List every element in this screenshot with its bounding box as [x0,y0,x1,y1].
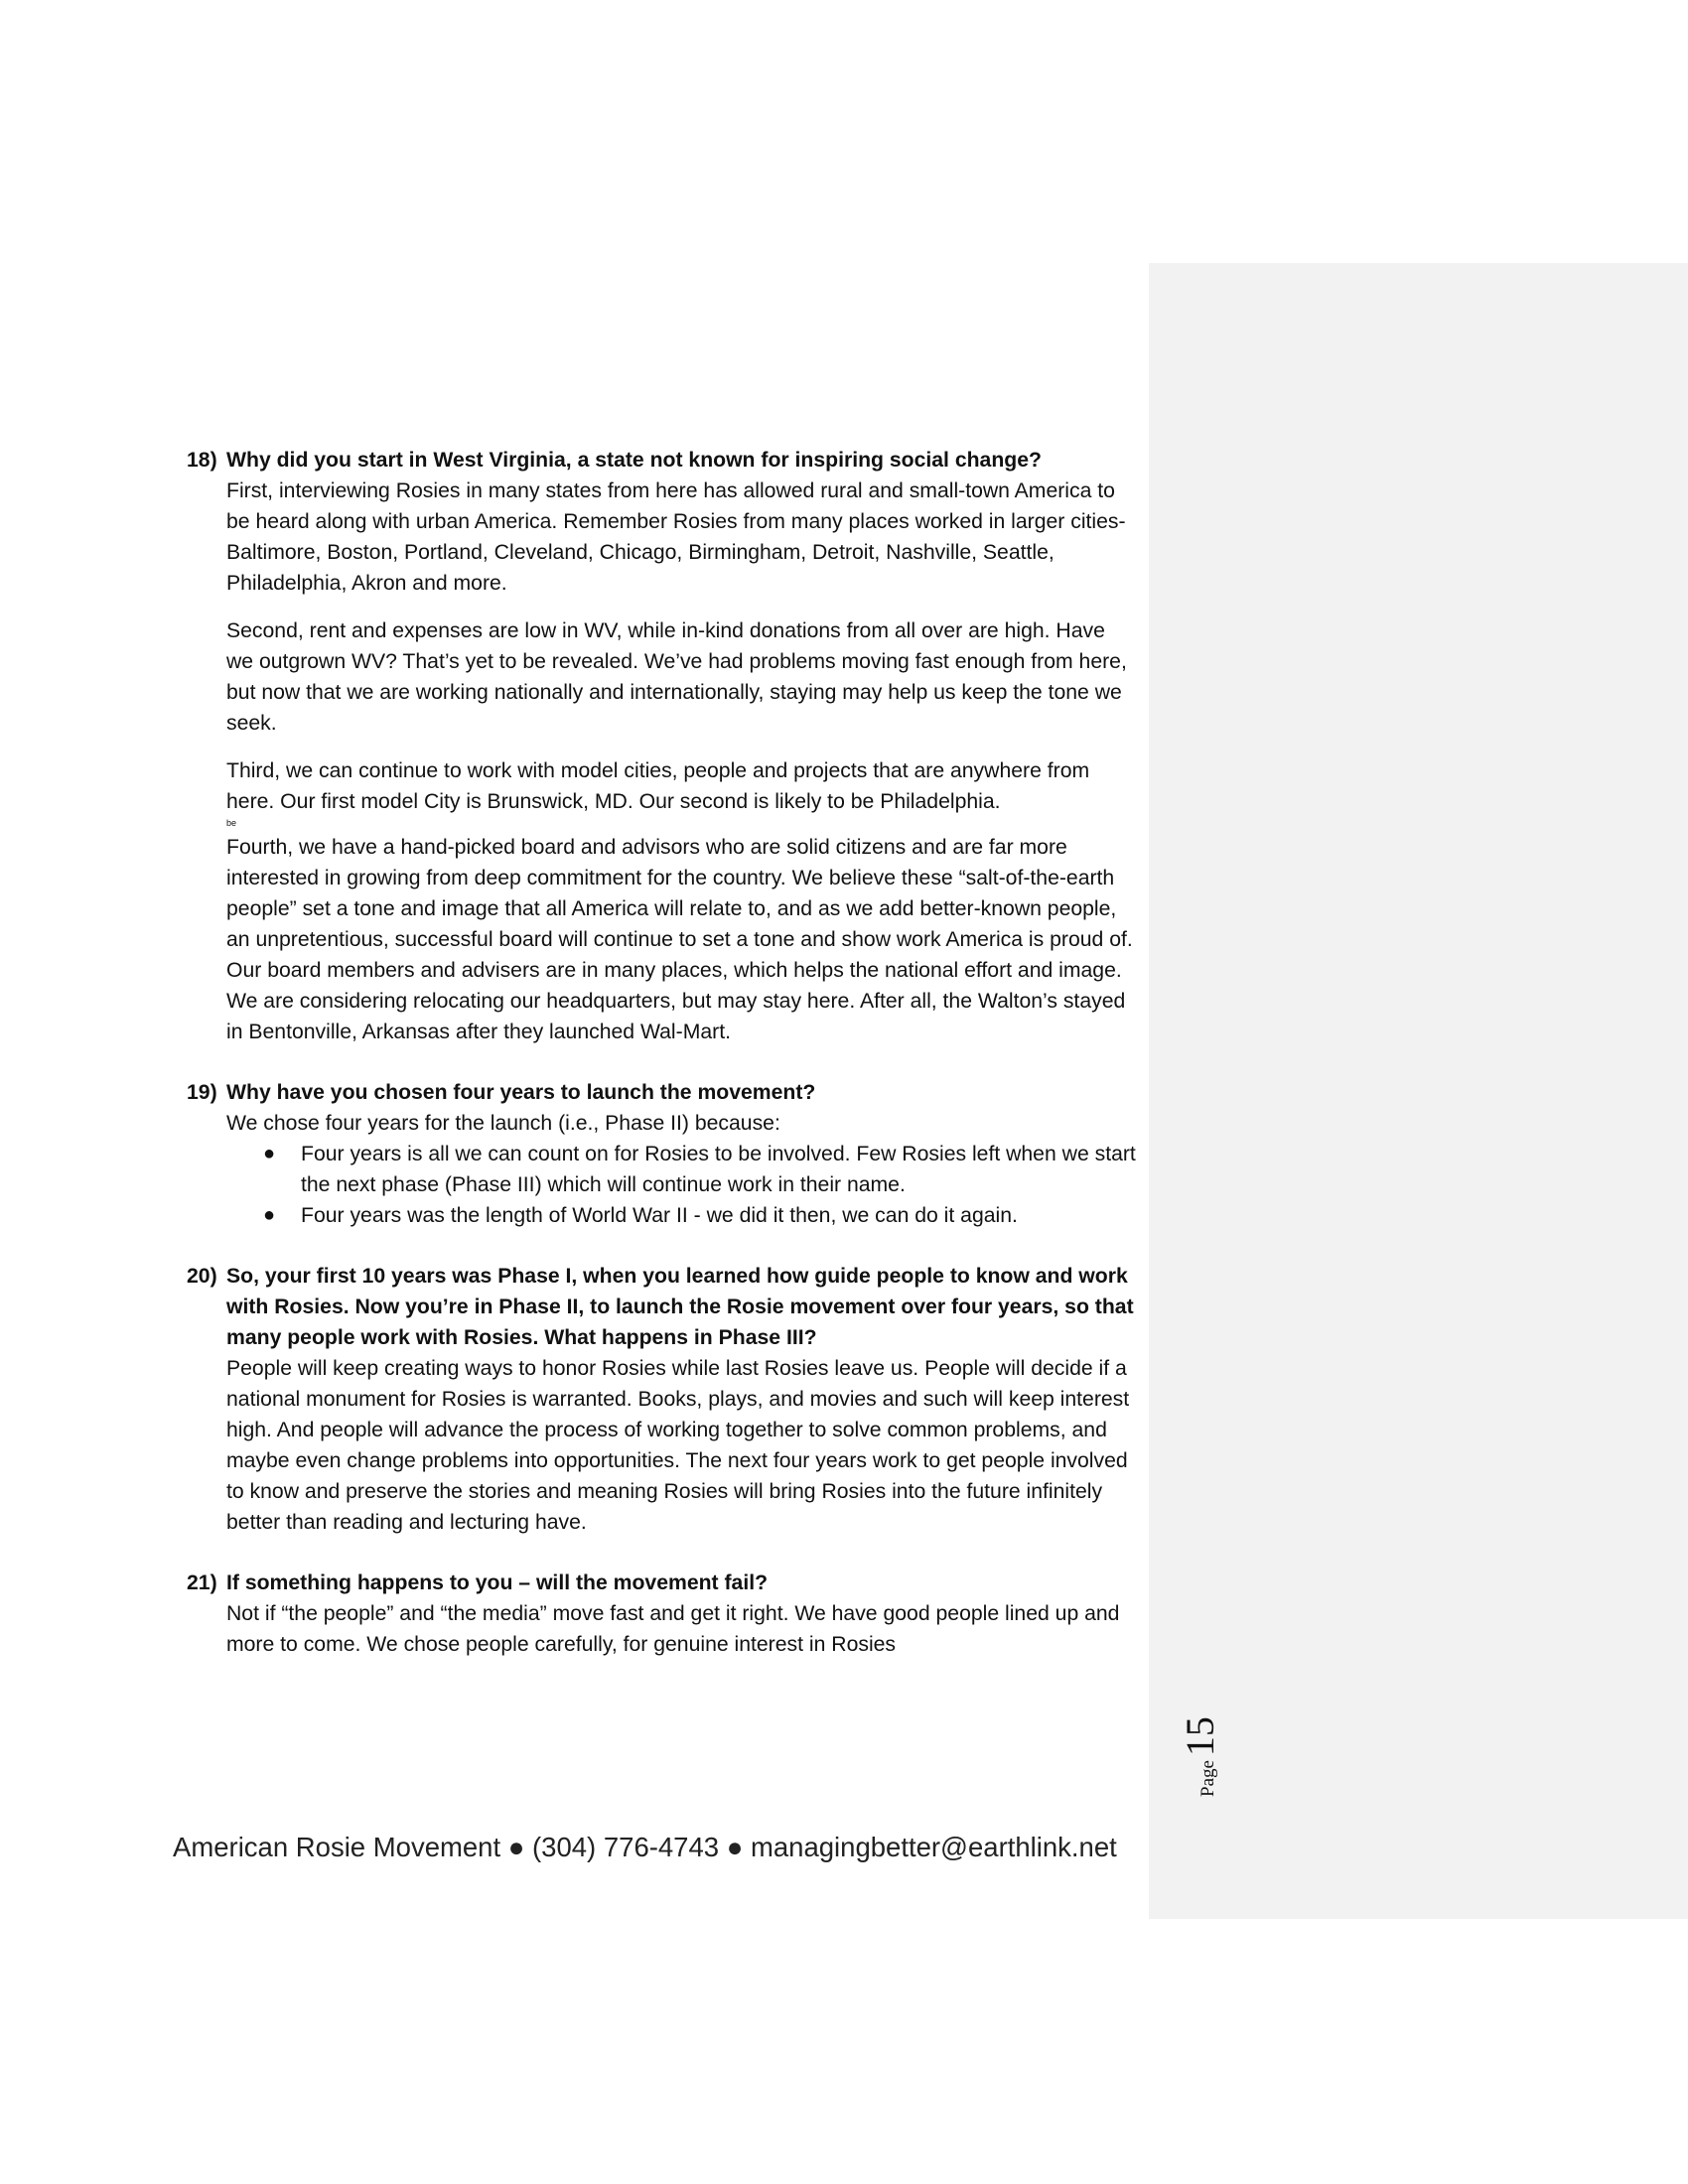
answer-paragraph: Fourth, we have a hand-picked board and advisors who are solid citizens and are far more interested in growing from deep commitment for the country. We believe these “salt-of-the-earth people” set a tone and image that all America will relate to, and as we add better-known people, an unpretentious, successful board will continue to set a tone and show work America is proud of. Our board members and advisers are in many places, which helps the national effort and image. We are considering relocating our headquarters, but may stay here. After all, the Walton’s stayed in Bentonville, Arkansas after they launched Wal-Mart. [226,836,1133,1043]
page-label: Page [1197,1760,1218,1797]
bullet-icon: ● [263,1204,276,1226]
list-item [261,1139,1137,1200]
document-body [187,445,1137,1690]
question-heading [187,445,1137,476]
answer-block [226,1108,1137,1231]
page-footer: American Rosie Movement ● (304) 776-4743 ● managingbetter@earthlink.net [173,1832,1117,1862]
answer-paragraph: People will keep creating ways to honor Rosies while last Rosies leave us. People will decide if a national monument for Rosies is warranted. Books, plays, and movies and such will keep interest high. And people will advance the process of working together to solve common problems, and maybe even change problems into opportunities. The next four years work to get people involved to know and preserve the stories and meaning Rosies will bring Rosies into the future infinitely better than reading and lecturing have. [226,1357,1130,1534]
bullet-icon: ● [263,1143,276,1164]
question-text: If something happens to you – will the movement fail? [226,1571,769,1594]
question-text: Why have you chosen four years to launch the movement? [226,1081,816,1104]
question-21 [187,1568,1137,1660]
question-heading [187,1261,1137,1353]
answer-block [226,1353,1137,1538]
question-number: 18) [187,449,217,472]
question-number: 21) [187,1571,217,1594]
answer-paragraph: First, interviewing Rosies in many states from here has allowed rural and small-town America to be heard along with urban America. Remember Rosies from many places worked in larger cities-Baltimore, Boston, Portland, Cleveland, Chicago, Birmingham, Detroit, Nashville, Seattle, Philadelphia, Akron and more. [226,479,1126,595]
question-text: So, your first 10 years was Phase I, when you learned how guide people to know and work with Rosies. Now you’re in Phase II, to launch the Rosie movement over four years, so that many people work with Rosies. What happens in Phase III? [226,1265,1134,1349]
question-18 [187,445,1137,1047]
question-number: 19) [187,1081,217,1104]
list-item-text: Four years was the length of World War II - we did it then, we can do it again. [301,1204,1018,1227]
answer-intro: We chose four years for the launch (i.e., Phase II) because: [226,1112,780,1135]
page-number-value: 15 [1178,1716,1222,1757]
page-number [1177,1638,1236,1797]
question-number: 20) [187,1265,217,1288]
question-heading [187,1077,1137,1108]
answer-paragraph: Not if “the people” and “the media” move fast and get it right. We have good people lined up and more to come. We chose people carefully, for genuine interest in Rosies [226,1602,1120,1656]
answer-block [226,476,1137,1047]
question-19 [187,1077,1137,1231]
question-text: Why did you start in West Virginia, a state not known for inspiring social change? [226,449,1042,472]
stray-mark: be [226,818,237,828]
list-item [261,1200,1137,1231]
answer-paragraph: Second, rent and expenses are low in WV, while in-kind donations from all over are high. Have we outgrown WV? That’s yet to be revealed. We’ve had problems moving fast enough from here, but now that we are working nationally and internationally, staying may help us keep the tone we seek. [226,619,1127,735]
bullet-list [226,1139,1137,1231]
question-heading [187,1568,1137,1598]
answer-paragraph: Third, we can continue to work with model cities, people and projects that are anywhere from here. Our first model City is Brunswick, MD. Our second is likely to be Philadelphia. [226,759,1090,813]
question-20 [187,1261,1137,1538]
list-item-text: Four years is all we can count on for Rosies to be involved. Few Rosies left when we start the next phase (Phase III) which will continue work in their name. [301,1143,1136,1196]
answer-block [226,1598,1137,1660]
